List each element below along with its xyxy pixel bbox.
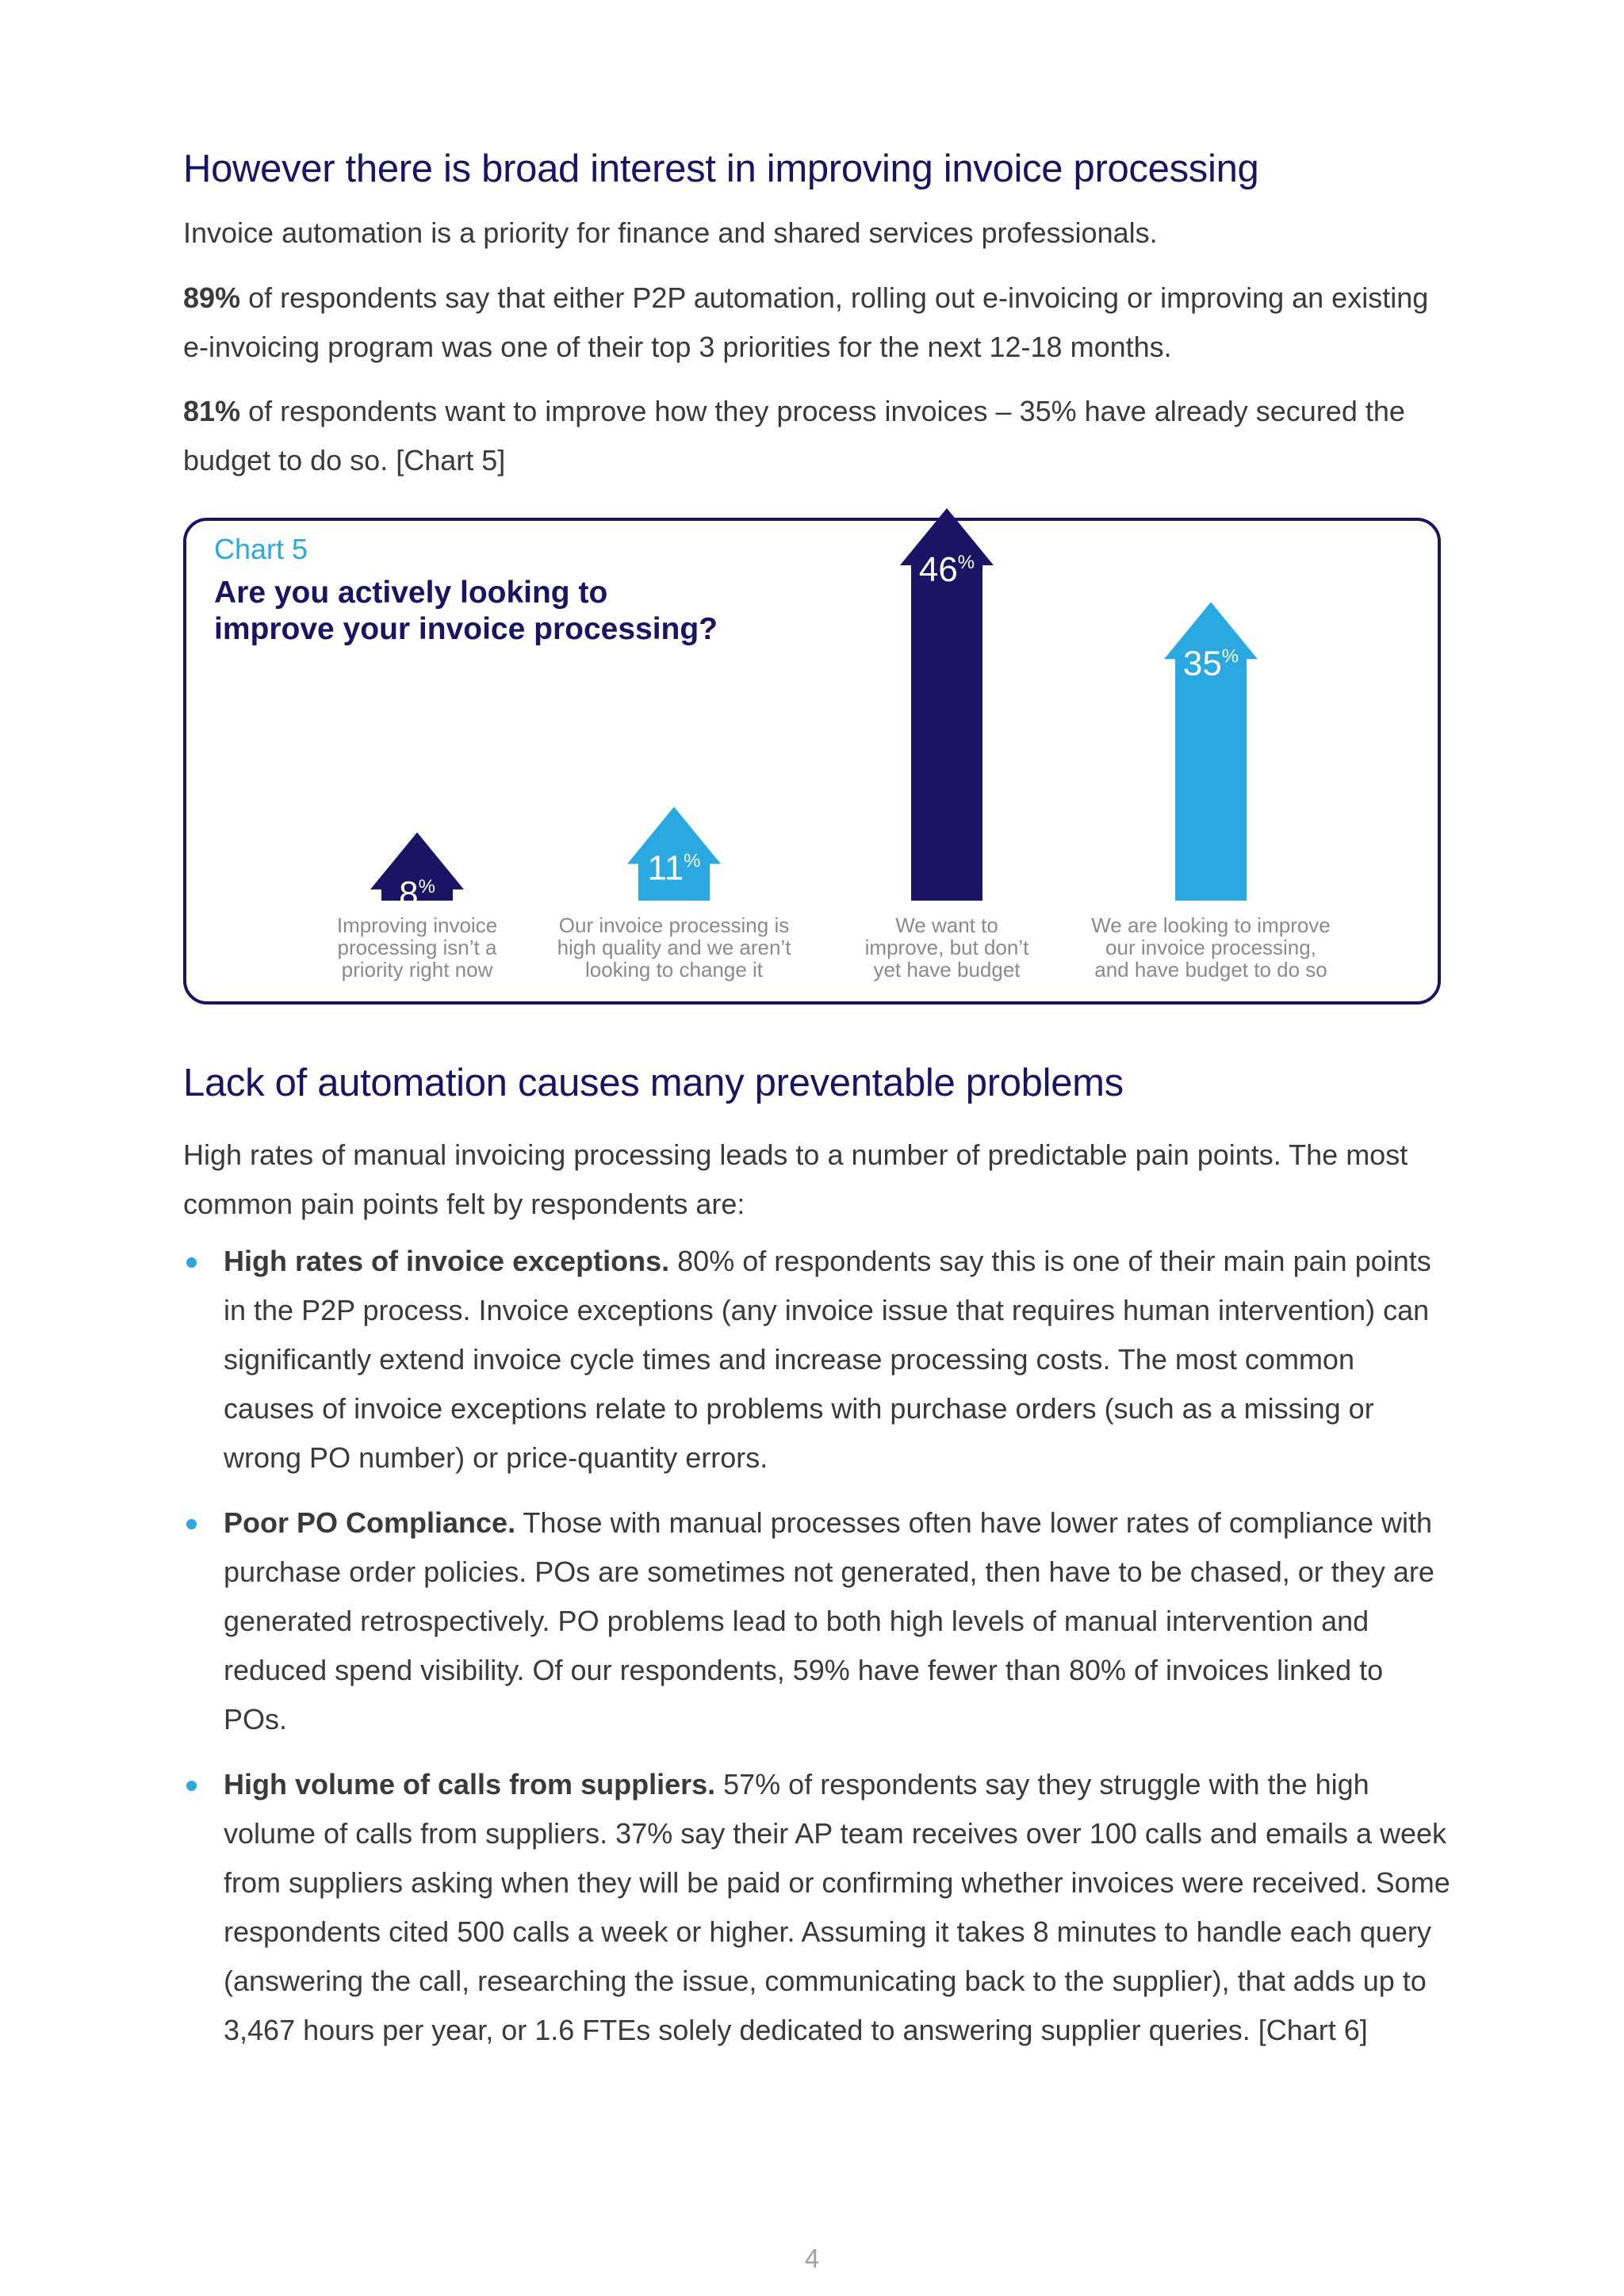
bullet-icon [186,1257,197,1268]
category-label: We want to improve, but don’t yet have budget [864,913,1029,982]
section-heading-automation: Lack of automation causes many preventable problems [183,1062,1124,1104]
section2-intro: High rates of manual invoicing processing leads to a number of predictable pain points. The most common pain points felt by respondents are: [183,1138,1408,1220]
section-heading-interest: However there is broad interest in improving invoice processing [183,147,1259,190]
bar-value-label: 8% [399,874,435,913]
list-item [183,1237,1452,1483]
category-label: Improving invoice processing isn’t a priority right now [336,913,498,982]
bar-value-label: 46% [918,550,975,590]
category-label: Our invoice processing is high quality and we aren’t looking to change it [557,913,791,982]
stat-81-bold: 81% [183,395,241,427]
bullet-icon [186,1781,197,1791]
bullet-bold: Poor PO Compliance. [224,1506,516,1539]
bullet-text: 80% of respondents say this is one of their main pain points in the P2P process. Invoice exceptions (any invoice issue that requires human intervention) can significantly extend invoice cycle times and increase processing costs. The most common causes of invoice exceptions relate to problems with purchase orders (such as a missing or wrong PO number) or price-quantity errors. [224,1245,1431,1474]
chart-title-line-1: Are you actively looking to [214,576,608,610]
bar-value-label: 35% [1182,644,1239,683]
category-label: We are looking to improve our invoice processing, and have budget to do so [1091,913,1331,982]
stat-89-bold: 89% [183,281,241,314]
section-intro: Invoice automation is a priority for finance and shared services professionals. [183,216,1158,249]
list-item [183,1760,1452,2055]
list-item [183,1498,1452,1744]
bar-value-label: 11% [647,848,701,888]
bullet-bold: High rates of invoice exceptions. [224,1245,670,1277]
stat-81-text: of respondents want to improve how they process invoices – 35% have already secured the budget to do so. [Chart 5] [183,395,1405,476]
bullet-icon [186,1519,197,1529]
chart-title-line-2: improve your invoice processing? [214,612,718,646]
bullet-text: 57% of respondents say they struggle with the high volume of calls from suppliers. 37% say their AP team receives over 100 calls and emails a week from suppliers asking when they will be paid or confirming whether invoices were received. Some respondents cited 500 calls a week or higher. Assuming it takes 8 minutes to handle each query (answering the call, researching the issue, communicating back to the supplier), that adds up to 3,467 hours per year, or 1.6 FTEs solely dedicated to answering supplier queries. [Chart 6] [224,1768,1450,2046]
bullet-text: Those with manual processes often have lower rates of compliance with purchase order policies. POs are sometimes not generated, then have to be chased, or they are generated retrospectively. PO problems lead to both high levels of manual intervention and reduced spend visibility. Of our respondents, 59% have fewer than 80% of invoices linked to POs. [224,1506,1434,1735]
stat-89-text: of respondents say that either P2P automation, rolling out e-invoicing or improving an existing e-invoicing program was one of their top 3 priorities for the next 12-18 months. [183,281,1429,363]
pain-points-list [183,1237,1452,2071]
chart-label: Chart 5 [214,533,308,565]
bullet-bold: High volume of calls from suppliers. [224,1768,716,1800]
page-number: 4 [804,2244,820,2273]
